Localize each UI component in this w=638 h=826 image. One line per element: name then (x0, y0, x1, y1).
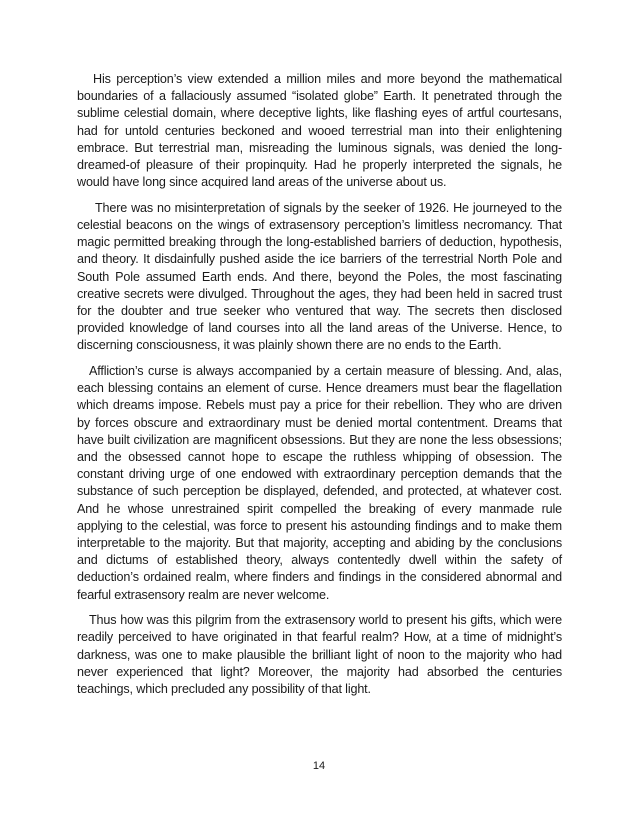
paragraph: Thus how was this pilgrim from the extrasensory world to present his gifts, which were readily perceived to have originated in that fearful realm? How, at a time of midnight’s darkness, was one to make plausible the brilliant light of noon to the majority who had never experienced that light? Moreover, the majority had absorbed the centuries teachings, which precluded any possibility of that light. (77, 613, 562, 697)
paragraph: His perception’s view extended a million miles and more beyond the mathematical boundaries of a fallaciously assumed “isolated globe” Earth. It penetrated through the sublime celestial domain, where deceptive lights, like flashing eyes of artful courtesans, had for untold centuries beckoned and wooed terrestrial man into their enlightening embrace. But terrestrial man, misreading the luminous signals, was denied the long-dreamed-of pleasure of their propinquity. Had he properly interpreted the signals, he would have long since acquired land areas of the universe about us. (77, 72, 562, 190)
body-text (77, 71, 562, 707)
paragraph: Affliction’s curse is always accompanied by a certain measure of blessing. And, alas, each blessing contains an element of curse. Hence dreamers must bear the flagellation which dreams impose. Rebels must pay a price for their rebellion. They who are driven by forces obscure and extraordinary must be denied mortal contentment. Dreams that have built civilization are magnificent obsessions. But they are none the less obsessions; and the obsessed cannot hope to escape the ruthless whipping of obsession. The constant driving urge of one endowed with extraordinary perception demands that the substance of such perception be displayed, defended, and protected, at whatever cost. And he whose unrestrained spirit compelled the breaking of every manmade rule applying to the celestial, was force to present his astounding findings and to make them interpretable to the majority. But that majority, accepting and abiding by the conclusions and dictums of established theory, always contentedly dwell within the safety of deduction’s ordained realm, where finders and findings in the considered abnormal and fearful extrasensory realm are never welcome. (77, 364, 562, 602)
paragraph: There was no misinterpretation of signals by the seeker of 1926. He journeyed to the celestial beacons on the wings of extrasensory perception’s limitless necromancy. That magic permitted breaking through the long-established barriers of deduction, hypothesis, and theory. It disdainfully pushed aside the ice barriers of the terrestrial North Pole and South Pole assumed Earth ends. And there, beyond the Poles, the most fascinating creative secrets were divulged. Throughout the ages, they had been held in sacred trust for the doubter and true seeker who ventured that way. The secrets then disclosed provided knowledge of land courses into all the land areas of the Universe. Hence, to discerning consciousness, it was plainly shown there are no ends to the Earth. (77, 200, 562, 353)
page-number: 14 (312, 760, 326, 772)
